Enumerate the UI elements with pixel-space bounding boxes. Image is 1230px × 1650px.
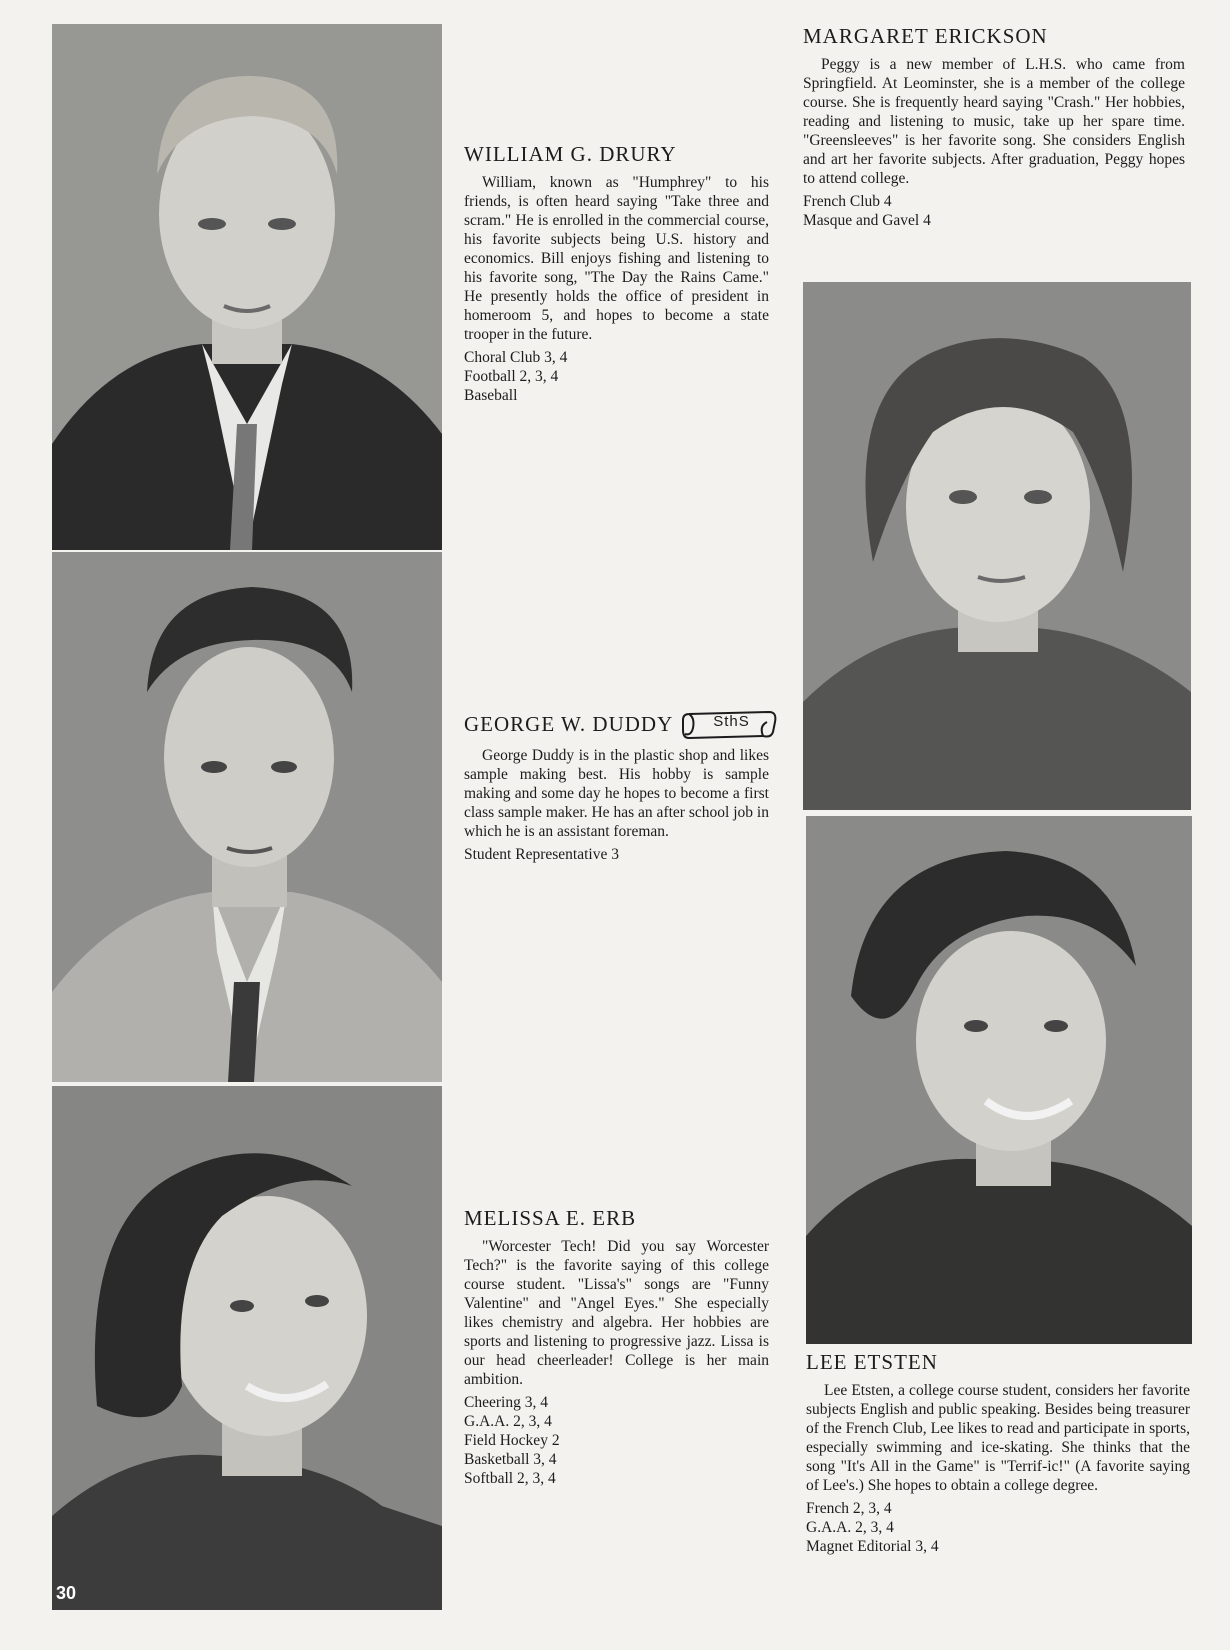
- entry-margaret-erickson: [803, 24, 1185, 230]
- photo-william-drury: [52, 24, 442, 550]
- entry-melissa-erb: [464, 1206, 769, 1488]
- activity-item: Football 2, 3, 4: [464, 368, 559, 385]
- activity-item: G.A.A. 2, 3, 4: [464, 1413, 552, 1430]
- scroll-stamp: [681, 708, 769, 740]
- activity-item: G.A.A. 2, 3, 4: [806, 1519, 894, 1536]
- activity-item: Choral Club 3, 4: [464, 349, 568, 366]
- activity-item: Masque and Gavel 4: [803, 212, 931, 229]
- student-name: [464, 708, 769, 740]
- entry-george-duddy: [464, 708, 769, 864]
- activity-item: Cheering 3, 4: [464, 1394, 548, 1411]
- student-name-text: GEORGE W. DUDDY: [464, 711, 674, 736]
- page-number: 30: [56, 1583, 77, 1603]
- activities-list: [464, 1393, 769, 1488]
- student-bio: Lee Etsten, a college course student, considers her favorite subjects English and public speaking. Besides being treasurer of the French Club, Lee likes to read and participate in sports, especially swimming and ice-skating. She thinks that the song "It's All in the Game" is "Terrif-ic!" (A favorite saying of Lee's.) She hopes to obtain a college degree.: [806, 1382, 1190, 1494]
- activities-list: [464, 348, 769, 405]
- activity-item: Student Representative 3: [464, 846, 619, 863]
- photo-lee-etsten: [806, 816, 1192, 1344]
- activities-list: [464, 845, 769, 864]
- entry-lee-etsten: [806, 1350, 1190, 1556]
- student-bio: Peggy is a new member of L.H.S. who came from Springfield. At Leominster, she is a member of the college course. She is frequently heard saying "Crash." Her hobbies, reading and listening to music, take up her spare time. "Greensleeves" is her favorite song. She considers English and art her favorite subjects. After graduation, Peggy hopes to attend college.: [803, 56, 1185, 187]
- activity-item: Magnet Editorial 3, 4: [806, 1538, 939, 1555]
- entry-william-drury: [464, 142, 769, 405]
- stamp-text: SthS: [713, 713, 750, 730]
- activities-list: [806, 1499, 1190, 1556]
- student-bio: "Worcester Tech! Did you say Worcester Tech?" is the favorite saying of this college course student. "Lissa's" songs are "Funny Valentine" and "Angel Eyes." She especially likes chemistry and algebra. Her hobbies are sports and listening to progressive jazz. Lissa is our head cheerleader! College is her main ambition.: [464, 1238, 769, 1388]
- activity-item: Baseball: [464, 387, 518, 404]
- student-bio: William, known as "Humphrey" to his friends, is often heard saying "Take three and scram." He is enrolled in the commercial course, his favorite subjects being U.S. history and economics. Bill enjoys fishing and listening to his favorite song, "The Day the Rains Came." He presently holds the office of president in homeroom 5, and hopes to become a state trooper in the future.: [464, 174, 769, 343]
- activity-item: French Club 4: [803, 193, 892, 210]
- activities-list: [803, 192, 1185, 230]
- activity-item: French 2, 3, 4: [806, 1500, 892, 1517]
- activity-item: Field Hockey 2: [464, 1432, 560, 1449]
- student-bio: George Duddy is in the plastic shop and likes sample making best. His hobby is sample making and some day he hopes to become a first class sample maker. He has an after school job in which he is an assistant foreman.: [464, 747, 769, 840]
- student-name: LEE ETSTEN: [806, 1350, 938, 1374]
- photo-margaret-erickson: [803, 282, 1191, 810]
- photo-george-duddy: [52, 552, 442, 1082]
- activity-item: Basketball 3, 4: [464, 1451, 557, 1468]
- student-name: WILLIAM G. DRURY: [464, 142, 677, 166]
- student-name: MELISSA E. ERB: [464, 1206, 637, 1230]
- photo-melissa-erb: [52, 1086, 442, 1610]
- activity-item: Softball 2, 3, 4: [464, 1470, 556, 1487]
- student-name: MARGARET ERICKSON: [803, 24, 1048, 48]
